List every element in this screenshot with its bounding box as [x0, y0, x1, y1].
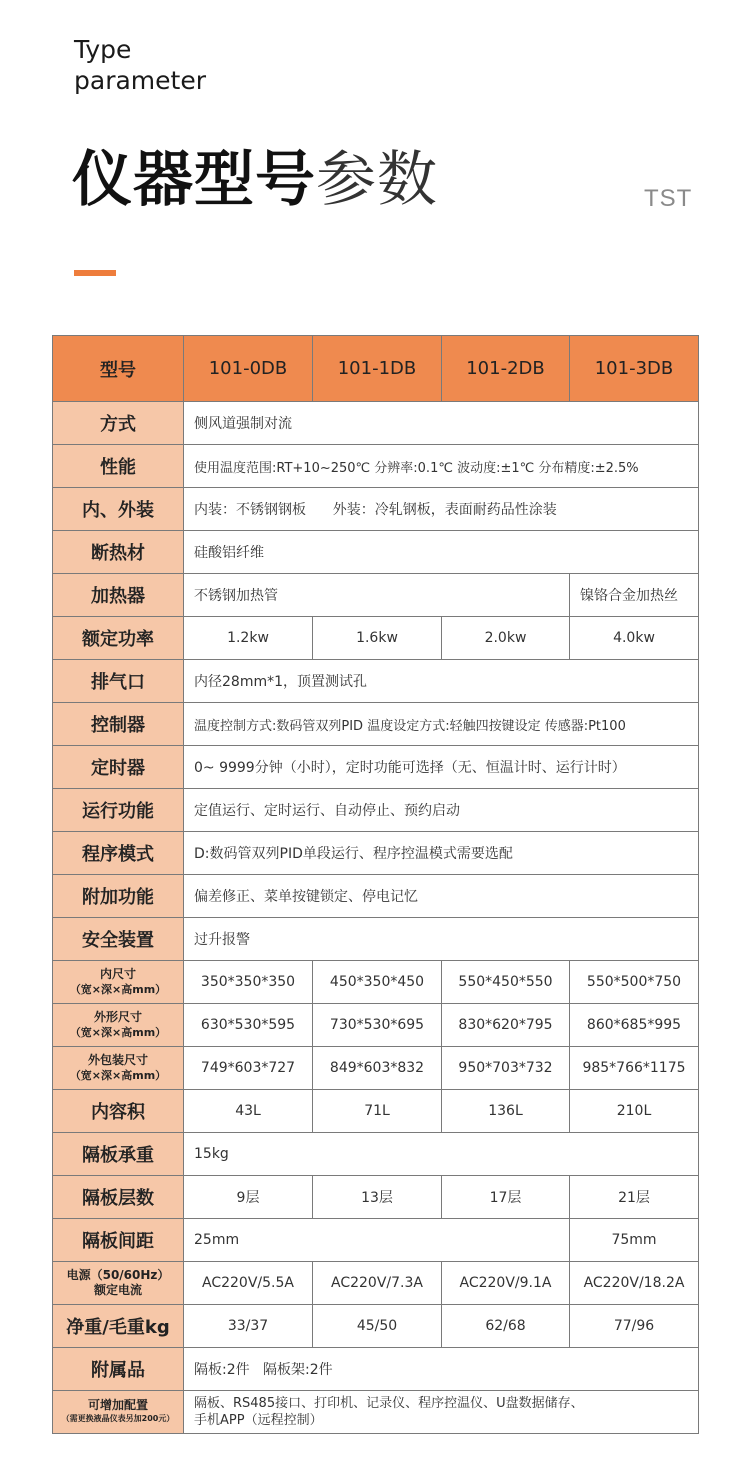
row-label: 附属品 [53, 1348, 184, 1391]
row-label: 内容积 [53, 1090, 184, 1133]
cell-value: 849*603*832 [313, 1047, 442, 1090]
row-label: 额定功率 [53, 617, 184, 660]
row-value: 不锈钢加热管 [184, 574, 570, 617]
row-weight [53, 1305, 699, 1348]
accent-bar [74, 270, 116, 276]
row-value: 使用温度范围:RT+10~250℃ 分辨率:0.1℃ 波动度:±1℃ 分布精度:±2.5% [184, 445, 699, 488]
row-value: 过升报警 [184, 918, 699, 961]
row-value: D:数码管双列PID单段运行、程序控温模式需要选配 [184, 832, 699, 875]
cell-value: 830*620*795 [442, 1004, 570, 1047]
row-label: 定时器 [53, 746, 184, 789]
cell-value: 749*603*727 [184, 1047, 313, 1090]
row-value-last: 镍铬合金加热丝 [570, 574, 699, 617]
row-heater [53, 574, 699, 617]
row-value: 内装：不锈钢钢板 外装：冷轧钢板，表面耐药品性涂装 [184, 488, 699, 531]
row-run [53, 789, 699, 832]
cell-value: 2.0kw [442, 617, 570, 660]
cell-value: 33/37 [184, 1305, 313, 1348]
cell-value: 350*350*350 [184, 961, 313, 1004]
row-value: 偏差修正、菜单按键锁定、停电记忆 [184, 875, 699, 918]
type-word: Type [74, 35, 132, 64]
row-extra [53, 875, 699, 918]
row-label: 附加功能 [53, 875, 184, 918]
label-sub: 额定电流 [93, 1283, 142, 1297]
label-main: 内尺寸 [99, 967, 136, 981]
label-main: 外包装尺寸 [87, 1053, 148, 1067]
cell-value: 136L [442, 1090, 570, 1133]
row-value: 25mm [184, 1219, 570, 1262]
row-label: 控制器 [53, 703, 184, 746]
row-outer-size [53, 1004, 699, 1047]
cell-value: 860*685*995 [570, 1004, 699, 1047]
row-package-size [53, 1047, 699, 1090]
row-performance [53, 445, 699, 488]
value-line-1: 隔板、RS485接口、打印机、记录仪、程序控温仪、U盘数据储存、 [194, 1396, 584, 1411]
row-value: 定值运行、定时运行、自动停止、预约启动 [184, 789, 699, 832]
cell-value: 43L [184, 1090, 313, 1133]
cell-value: 630*530*595 [184, 1004, 313, 1047]
row-label [53, 961, 184, 1004]
spec-table [52, 335, 699, 1434]
row-options [53, 1391, 699, 1434]
cell-value: 985*766*1175 [570, 1047, 699, 1090]
row-label: 方式 [53, 402, 184, 445]
brand-mark: TST [644, 185, 693, 212]
cell-value: 17层 [442, 1176, 570, 1219]
row-value: 15kg [184, 1133, 699, 1176]
cell-value: AC220V/18.2A [570, 1262, 699, 1305]
row-power-supply [53, 1262, 699, 1305]
row-label: 排气口 [53, 660, 184, 703]
row-timer [53, 746, 699, 789]
label-main: 可增加配置 [87, 1398, 148, 1412]
label-sub: （需更换液晶仪表另加200元） [61, 1414, 175, 1423]
row-label [53, 1262, 184, 1305]
row-label: 断热材 [53, 531, 184, 574]
cell-value: 77/96 [570, 1305, 699, 1348]
type-parameter-heading [74, 34, 206, 96]
title-light: 参数 [316, 145, 438, 215]
label-sub: （宽×深×高mm） [69, 1069, 167, 1082]
row-shelf-layers [53, 1176, 699, 1219]
row-label: 内、外装 [53, 488, 184, 531]
row-label: 安全装置 [53, 918, 184, 961]
row-label: 运行功能 [53, 789, 184, 832]
row-liner [53, 488, 699, 531]
row-label: 加热器 [53, 574, 184, 617]
model-3: 101-3DB [570, 336, 699, 402]
row-program [53, 832, 699, 875]
row-safety [53, 918, 699, 961]
cell-value: 1.2kw [184, 617, 313, 660]
cell-value: 450*350*450 [313, 961, 442, 1004]
cell-value: 45/50 [313, 1305, 442, 1348]
row-label [53, 1047, 184, 1090]
label-main: 电源（50/60Hz） [66, 1268, 170, 1282]
row-label [53, 1004, 184, 1047]
row-insulation [53, 531, 699, 574]
cell-value: 550*450*550 [442, 961, 570, 1004]
model-2: 101-2DB [442, 336, 570, 402]
parameter-word: parameter [74, 66, 206, 95]
row-label: 净重/毛重kg [53, 1305, 184, 1348]
row-label [53, 1391, 184, 1434]
row-value: 内径28mm*1，顶置测试孔 [184, 660, 699, 703]
row-value-last: 75mm [570, 1219, 699, 1262]
cell-value: 4.0kw [570, 617, 699, 660]
row-method [53, 402, 699, 445]
cell-value: 21层 [570, 1176, 699, 1219]
row-shelf-load [53, 1133, 699, 1176]
row-label: 程序模式 [53, 832, 184, 875]
cell-value: 730*530*695 [313, 1004, 442, 1047]
cell-value: 62/68 [442, 1305, 570, 1348]
cell-value: 950*703*732 [442, 1047, 570, 1090]
row-value: 硅酸铝纤维 [184, 531, 699, 574]
row-accessories [53, 1348, 699, 1391]
cell-value: 1.6kw [313, 617, 442, 660]
label-sub: （宽×深×高mm） [69, 1026, 167, 1039]
cell-value: AC220V/7.3A [313, 1262, 442, 1305]
model-0: 101-0DB [184, 336, 313, 402]
row-volume [53, 1090, 699, 1133]
cell-value: AC220V/5.5A [184, 1262, 313, 1305]
cell-value: 550*500*750 [570, 961, 699, 1004]
row-label: 隔板承重 [53, 1133, 184, 1176]
cell-value: AC220V/9.1A [442, 1262, 570, 1305]
page-title [72, 140, 438, 220]
row-value: 温度控制方式:数码管双列PID 温度设定方式:轻触四按键设定 传感器:Pt100 [184, 703, 699, 746]
label-main: 外形尺寸 [93, 1010, 142, 1024]
cell-value: 9层 [184, 1176, 313, 1219]
row-value: 隔板:2件 隔板架:2件 [184, 1348, 699, 1391]
model-label: 型号 [53, 336, 184, 402]
row-label: 性能 [53, 445, 184, 488]
row-value: 侧风道强制对流 [184, 402, 699, 445]
model-1: 101-1DB [313, 336, 442, 402]
cell-value: 71L [313, 1090, 442, 1133]
cell-value: 210L [570, 1090, 699, 1133]
row-value: 0~ 9999分钟（小时），定时功能可选择（无、恒温计时、运行计时） [184, 746, 699, 789]
row-power [53, 617, 699, 660]
model-header-row [53, 336, 699, 402]
row-inner-size [53, 961, 699, 1004]
label-sub: （宽×深×高mm） [69, 983, 167, 996]
row-label: 隔板间距 [53, 1219, 184, 1262]
row-shelf-spacing [53, 1219, 699, 1262]
row-value [184, 1391, 699, 1434]
value-line-2: 手机APP（远程控制） [194, 1413, 323, 1428]
title-bold: 仪器型号 [72, 145, 316, 215]
row-controller [53, 703, 699, 746]
cell-value: 13层 [313, 1176, 442, 1219]
row-label: 隔板层数 [53, 1176, 184, 1219]
row-exhaust [53, 660, 699, 703]
